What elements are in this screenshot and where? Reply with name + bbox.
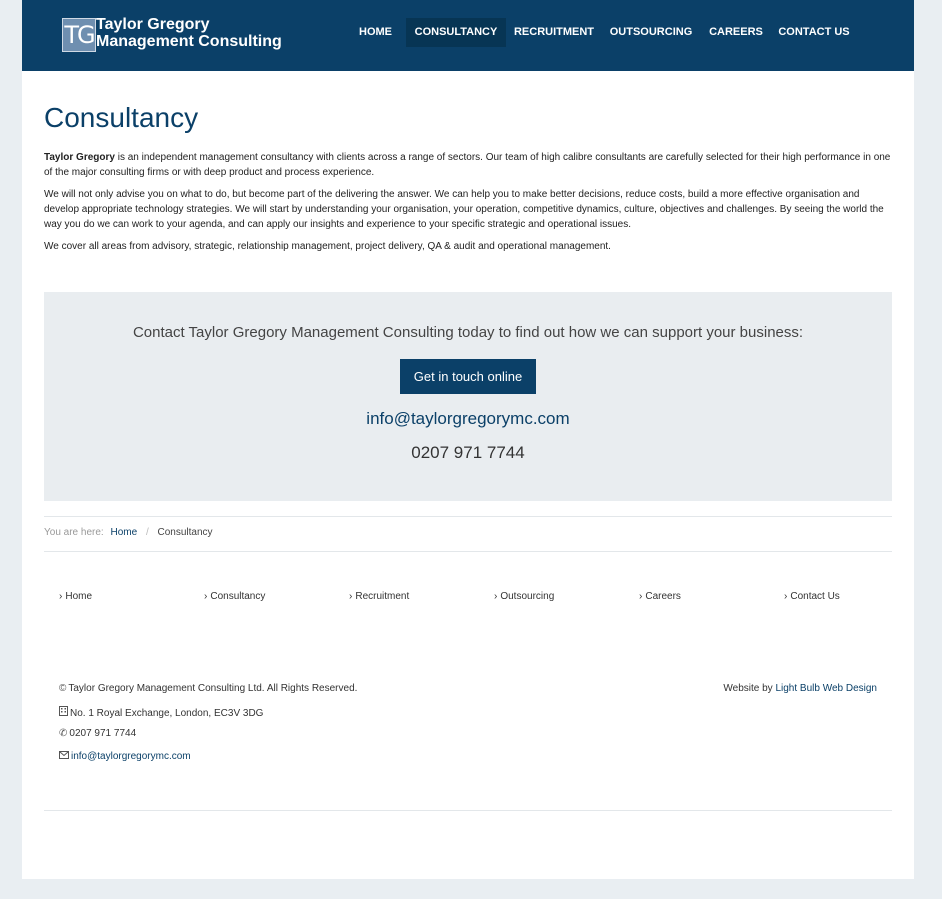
footer-link-label: Outsourcing [500,591,555,602]
intro-paragraph-2: We will not only advise you on what to do, but become part of the delivering the answer. We can help you to make better decisions, reduce costs, build a more effective organisation and develop appropriate technology strategies. We will start by understanding your organisation, your operation, competitive dynamics, culture, objectives and challenges. By seeing the world the way you do we can work to your agenda, and can apply our insights and experience to your specific strategic and operational issues. [44,189,884,230]
copyright-text: Taylor Gregory Management Consulting Ltd. All Rights Reserved. [68,683,358,694]
intro-paragraph-3: We cover all areas from advisory, strategic, relationship management, project delivery, QA & audit and operational management. [44,241,611,252]
chevron-right-icon: › [784,591,788,602]
chevron-right-icon: › [59,591,63,602]
contact-cta-box [44,292,892,501]
logo-text [96,16,282,50]
footer-address [59,706,263,719]
footer-copyright [59,683,357,694]
nav-home[interactable]: HOME [359,26,392,38]
nav-outsourcing[interactable]: OUTSOURCING [609,26,693,38]
contact-email-link[interactable]: info@taylorgregorymc.com [366,409,570,428]
nav-consultancy[interactable]: CONSULTANCY [406,18,506,47]
chevron-right-icon: › [639,591,643,602]
footer-link-label: Home [65,591,93,602]
breadcrumb [44,527,213,538]
divider [44,551,892,552]
footer-phone [59,728,136,739]
page-title: Consultancy [44,102,199,133]
phone-icon: ✆ [59,728,68,739]
website-credit [723,683,877,694]
footer-link-label: Contact Us [790,591,840,602]
footer-link-label: Recruitment [355,591,410,602]
breadcrumb-current: Consultancy [157,527,213,538]
intro-company-name: Taylor Gregory [44,152,115,163]
intro-paragraph-1 [44,150,894,180]
logo-line-1: Taylor Gregory [96,16,210,33]
contact-phone: 0207 971 7744 [411,443,525,462]
credit-link[interactable]: Light Bulb Web Design [775,683,877,694]
logo-line-2: Management Consulting [96,33,282,50]
envelope-icon [59,751,69,762]
logo-mark: TG [62,18,96,52]
credit-prefix: Website by [723,683,776,694]
nav-careers[interactable]: CAREERS [709,26,763,38]
contact-cta-text: Contact Taylor Gregory Management Consulting today to find out how we can support your business: [132,324,804,341]
breadcrumb-home-link[interactable]: Home [110,527,138,538]
footer-link-label: Consultancy [210,591,266,602]
nav-contact-us[interactable]: CONTACT US [778,26,850,38]
nav-recruitment[interactable]: RECRUITMENT [513,26,595,38]
footer-email-link[interactable]: info@taylorgregorymc.com [71,751,191,762]
divider [44,810,892,811]
footer-email [59,751,191,762]
get-in-touch-button[interactable]: Get in touch online [400,359,536,394]
breadcrumb-prefix: You are here: [44,527,104,538]
divider [44,516,892,517]
phone-text: 0207 971 7744 [69,728,137,739]
footer-link-careers[interactable] [639,591,681,602]
intro-paragraph-1-text: is an independent management consultancy with clients across a range of sectors. Our team of high calibre consultants are carefully selected for their high performance in one of the major consulting firms or with deep product and process experience. [44,152,891,178]
footer-link-recruitment[interactable] [349,591,409,602]
copyright-icon: © [59,683,67,694]
footer-link-home[interactable] [59,591,92,602]
chevron-right-icon: › [204,591,208,602]
address-text: No. 1 Royal Exchange, London, EC3V 3DG [70,708,264,719]
footer-link-contact-us[interactable] [784,591,840,602]
intro-text [44,150,894,261]
footer-link-outsourcing[interactable] [494,591,554,602]
chevron-right-icon: › [494,591,498,602]
page-container [22,0,914,879]
building-icon [59,708,68,719]
breadcrumb-separator: / [145,527,149,538]
footer-link-label: Careers [645,591,681,602]
site-header [22,0,914,71]
footer-link-consultancy[interactable] [204,591,265,602]
chevron-right-icon: › [349,591,353,602]
